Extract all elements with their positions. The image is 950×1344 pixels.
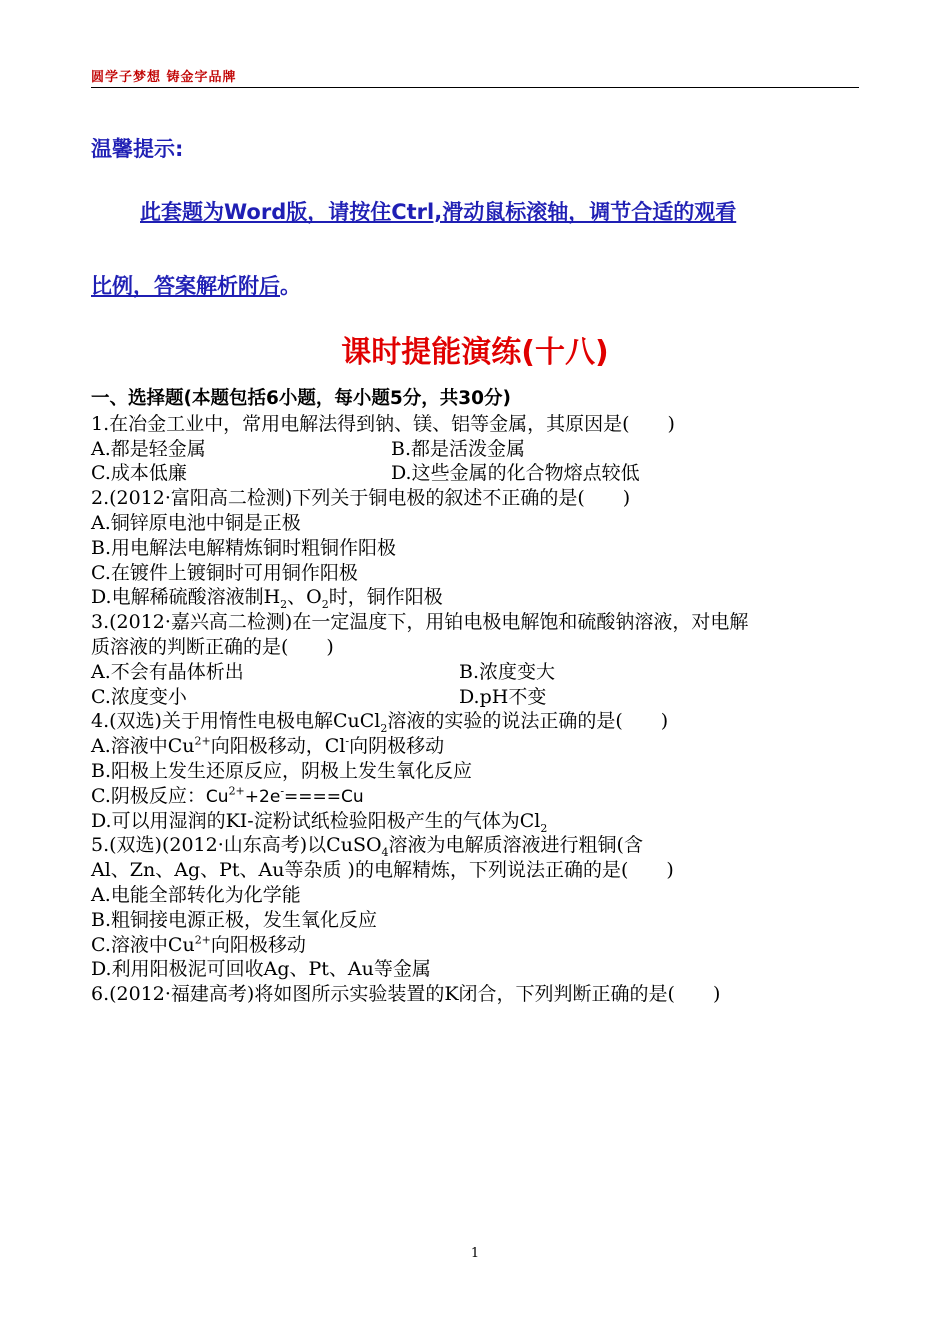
q3-option-c: C.浓度变小: [91, 685, 187, 708]
q3-option-b: B.浓度变大: [459, 660, 556, 683]
q5-option-c-text: C.溶液中Cu: [91, 933, 195, 956]
q2-option-c: C.在镀件上镀铜时可用铜作阳极: [91, 561, 358, 584]
q4-option-b: B.阳极上发生还原反应，阴极上发生氧化反应: [91, 759, 473, 782]
q2-stem: 2.(2012·富阳高二检测)下列关于铜电极的叙述不正确的是( ): [91, 487, 631, 510]
header-brand-text: 圆学子梦想 铸金字品牌: [91, 70, 237, 85]
q5-stem-text: 溶液为电解质溶液进行粗铜(含: [388, 834, 643, 857]
tip-title: 温馨提示:: [91, 137, 184, 161]
q4-stem-text: 4.(双选)关于用惰性电极电解CuCl: [91, 710, 381, 733]
q2-option-d-text: 、O: [287, 586, 322, 609]
q3-option-a: A.不会有晶体析出: [91, 660, 244, 683]
q5-subscript: 4: [381, 846, 389, 860]
q1-stem: 1.在冶金工业中，常用电解法得到钠、镁、铝等金属，其原因是( ): [91, 412, 675, 435]
q4-superscript: -: [280, 784, 285, 798]
tip-text-period: 。: [280, 274, 301, 298]
q1-option-a: A.都是轻金属: [91, 437, 206, 460]
q4-subscript: 2: [540, 821, 548, 835]
q5-option-d: D.利用阳极泥可回收Ag、Pt、Au等金属: [91, 958, 431, 981]
q5-option-c: [91, 933, 863, 958]
header-divider: [91, 87, 859, 88]
question-list: [91, 387, 863, 1007]
q4-option-d-text: D.可以用湿润的KI-淀粉试纸检验阳极产生的气体为Cl: [91, 809, 541, 832]
q4-formula: +2e: [244, 786, 281, 807]
q4-superscript: 2+: [228, 784, 245, 798]
page-number: 1: [470, 1246, 480, 1261]
q6-stem: 6.(2012·福建高考)将如图所示实验装置的K闭合，下列判断正确的是( ): [91, 983, 721, 1006]
q2-option-d-text: 时，铜作阳极: [328, 586, 443, 609]
q4-option-c-text: C.阴极反应：: [91, 784, 206, 807]
q4-option-a-text: 向阴极移动: [349, 735, 445, 758]
q5-superscript: 2+: [194, 933, 211, 947]
q3-stem-line1: 3.(2012·嘉兴高二检测)在一定温度下，用铂电极电解饱和硫酸钠溶液，对电解: [91, 611, 749, 634]
q2-option-d-text: D.电解稀硫酸溶液制H: [91, 586, 281, 609]
q3-option-d: D.pH不变: [459, 685, 547, 708]
q3-options-row2: [91, 685, 863, 710]
tip-text-line1: 此套题为Word版，请按住Ctrl,滑动鼠标滚轴，调节合适的观看: [140, 200, 737, 224]
q3-options-row1: [91, 660, 863, 685]
q1-option-b: B.都是活泼金属: [391, 437, 526, 460]
section-heading: 一、选择题(本题包括6小题，每小题5分，共30分): [91, 388, 511, 409]
q1-option-d: D.这些金属的化合物熔点较低: [391, 462, 640, 485]
q3-stem-line2: 质溶液的判断正确的是( ): [91, 635, 334, 658]
q2-option-b: B.用电解法电解精炼铜时粗铜作阳极: [91, 536, 397, 559]
q4-stem-text: 溶液的实验的说法正确的是( ): [387, 710, 669, 733]
q5-option-b: B.粗铜接电源正极，发生氧化反应: [91, 908, 378, 931]
q4-formula: Cu: [205, 786, 229, 807]
q1-options-row2: [91, 461, 863, 486]
q5-stem-line2: Al、Zn、Ag、Pt、Au等杂质 )的电解精炼，下列说法正确的是( ): [91, 859, 674, 882]
page-title: 课时提能演练(十八): [341, 335, 609, 370]
q4-option-a: [91, 734, 863, 759]
q5-stem-text: 5.(双选)(2012·山东高考)以CuSO: [91, 834, 382, 857]
q4-superscript: 2+: [194, 734, 211, 748]
q2-option-a: A.铜锌原电池中铜是正极: [91, 511, 301, 534]
q2-subscript: 2: [280, 598, 288, 612]
q2-subscript: 2: [321, 598, 329, 612]
q4-subscript: 2: [380, 722, 388, 736]
q4-stem: [91, 709, 863, 734]
q4-option-d: [91, 809, 863, 834]
q2-option-d: [91, 585, 863, 610]
q5-stem-line1: [91, 833, 863, 858]
q4-option-a-text: A.溶液中Cu: [91, 735, 195, 758]
tip-text-line2: [91, 270, 301, 300]
q1-option-c: C.成本低廉: [91, 462, 187, 485]
q4-option-a-text: 向阳极移动，Cl: [210, 735, 346, 758]
q4-superscript: -: [345, 734, 350, 748]
q4-formula: ====Cu: [284, 786, 364, 807]
q5-option-c-text: 向阳极移动: [210, 933, 306, 956]
q5-option-a: A.电能全部转化为化学能: [91, 883, 301, 906]
q1-options-row1: [91, 437, 863, 462]
q4-option-c: [91, 784, 863, 809]
tip-text-underlined: 比例，答案解析附后: [91, 274, 280, 298]
